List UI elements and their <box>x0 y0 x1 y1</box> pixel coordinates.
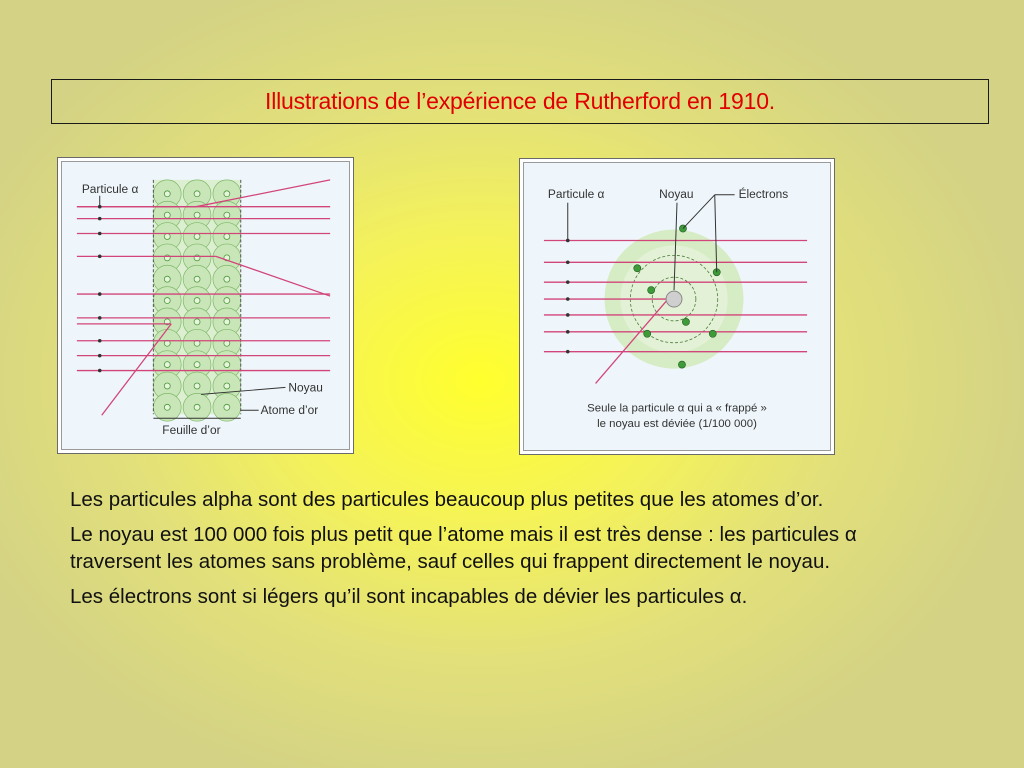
label-nucleus-right: Noyau <box>659 186 694 201</box>
gold-nucleus <box>194 191 200 197</box>
gold-foil-svg <box>62 162 349 449</box>
particle-dots <box>98 205 102 372</box>
caption-line-2: le noyau est déviée (1/100 000) <box>597 418 757 431</box>
body-text <box>70 486 950 618</box>
paragraph-1: Les particules alpha sont des particules beaucoup plus petites que les atomes d’or. <box>70 488 824 511</box>
electron <box>709 330 716 337</box>
title-box <box>51 79 989 124</box>
slide-title: Illustrations de l’expérience de Rutherford en 1910. <box>265 88 775 114</box>
gold-nucleus <box>164 362 170 368</box>
atom-diagram <box>523 162 831 451</box>
gold-nucleus <box>164 234 170 240</box>
gold-nucleus <box>194 298 200 304</box>
gold-nucleus <box>224 319 230 325</box>
particle-dots-right <box>566 239 570 354</box>
electron <box>648 287 655 294</box>
electron <box>682 318 689 325</box>
gold-nucleus <box>224 191 230 197</box>
gold-nucleus <box>194 383 200 389</box>
caption-line-1: Seule la particule α qui a « frappé » <box>587 402 767 415</box>
paragraph-3: Les électrons sont si légers qu’il sont incapables de dévier les particules α. <box>70 585 748 608</box>
particle-dot <box>566 350 570 354</box>
electron <box>678 361 685 368</box>
particle-dot <box>566 280 570 284</box>
particle-dot <box>98 217 102 221</box>
gold-atoms <box>153 180 240 421</box>
gold-nucleus <box>164 298 170 304</box>
atom-svg <box>524 163 830 450</box>
gold-nucleus <box>194 404 200 410</box>
gold-nucleus <box>194 276 200 282</box>
label-electrons: Électrons <box>738 186 789 201</box>
particle-dot <box>566 313 570 317</box>
atom-figure <box>519 158 835 455</box>
particle-dot <box>566 261 570 265</box>
gold-nucleus <box>224 383 230 389</box>
gold-nucleus <box>224 234 230 240</box>
label-particle: Particule α <box>81 181 139 196</box>
gold-nucleus <box>194 234 200 240</box>
gold-foil-diagram <box>61 161 350 450</box>
particle-dot <box>98 316 102 320</box>
gold-nucleus <box>164 191 170 197</box>
gold-nucleus <box>164 276 170 282</box>
gold-nucleus <box>224 362 230 368</box>
label-nucleus: Noyau <box>288 380 323 395</box>
paragraph-2: Le noyau est 100 000 fois plus petit que l’atome mais il est très dense : les particules α traversent les atomes sans problème, sauf celles qui frappent directement le noyau. <box>70 523 857 573</box>
label-atom: Atome d’or <box>260 403 319 418</box>
gold-nucleus <box>164 212 170 218</box>
gold-nucleus <box>224 298 230 304</box>
particle-dot <box>98 339 102 343</box>
gold-nucleus <box>224 404 230 410</box>
gold-nucleus <box>224 276 230 282</box>
particle-dot <box>98 232 102 236</box>
particle-dot <box>98 292 102 296</box>
gold-foil-figure <box>57 157 354 454</box>
gold-nucleus <box>194 362 200 368</box>
gold-nucleus <box>194 212 200 218</box>
particle-dot <box>98 255 102 259</box>
label-particle-right: Particule α <box>547 186 605 201</box>
particle-dot <box>98 354 102 358</box>
particle-dot <box>566 297 570 301</box>
electron <box>634 265 641 272</box>
label-foil: Feuille d’or <box>162 423 221 438</box>
gold-nucleus <box>164 383 170 389</box>
nucleus <box>666 291 682 307</box>
particle-dot <box>566 330 570 334</box>
particle-dot <box>98 369 102 373</box>
electron <box>644 330 651 337</box>
gold-nucleus <box>224 212 230 218</box>
gold-nucleus <box>164 404 170 410</box>
gold-nucleus <box>194 319 200 325</box>
